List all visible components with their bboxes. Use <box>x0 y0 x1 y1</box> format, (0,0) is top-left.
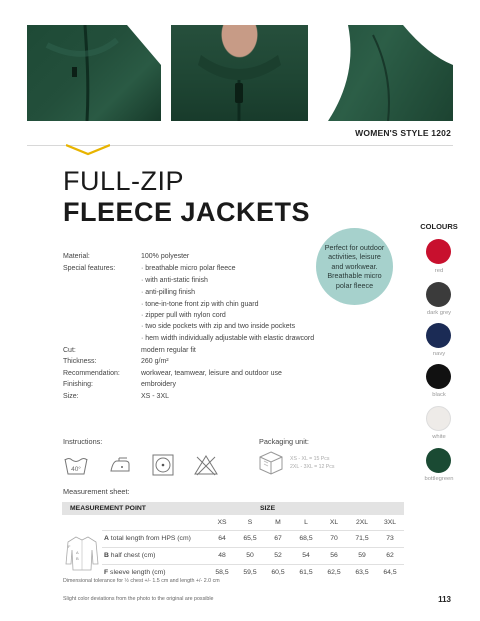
swatch-label: bottlegreen <box>424 476 454 482</box>
iron-low-icon <box>107 454 133 476</box>
page-title-line1: FULL-ZIP <box>63 166 185 196</box>
table-cell: 73 <box>376 530 404 547</box>
swatch-red[interactable] <box>426 239 451 264</box>
packaging-label: Packaging unit: <box>259 437 309 446</box>
row-letter: A <box>104 535 109 542</box>
spec-label: Special features: <box>63 265 116 272</box>
size-header: XL <box>329 518 339 526</box>
tolerance-note: Dimensional tolerance for ½ chest +/- 1.5 cm and length +/- 2.0 cm <box>63 578 220 584</box>
swatch-navy[interactable] <box>426 323 451 348</box>
row-label <box>102 530 208 547</box>
table-cell: 59,5 <box>236 564 264 581</box>
swatch-label: navy <box>432 351 446 357</box>
spec-label: Material: <box>63 253 90 260</box>
no-bleach-icon <box>193 454 219 476</box>
table-cell: 63,5 <box>348 564 376 581</box>
svg-text:A: A <box>76 550 79 555</box>
table-cell: 54 <box>292 547 320 564</box>
swatch-label: dark grey <box>426 310 452 316</box>
spec-value: embroidery <box>141 381 177 388</box>
jacket-diagram-icon <box>64 534 100 574</box>
swatch-label: white <box>432 434 446 440</box>
swatch-label: red <box>434 268 444 274</box>
size-header: XS <box>217 518 227 526</box>
svg-text:B: B <box>76 556 79 561</box>
deviation-note: Slight color deviations from the photo to the original are possible <box>63 596 214 602</box>
table-cell: 70 <box>320 530 348 547</box>
size-header: 2XL <box>355 518 369 526</box>
spec-value: modern regular fit <box>141 347 196 354</box>
table-cell: 62,5 <box>320 564 348 581</box>
colours-title: COLOURS <box>420 222 458 231</box>
header-measurement-point: MEASUREMENT POINT <box>62 502 208 515</box>
table-cell: 58,5 <box>208 564 236 581</box>
table-cell: 60,5 <box>264 564 292 581</box>
table-sizes-row <box>62 515 404 530</box>
table-cell: 56 <box>320 547 348 564</box>
spec-label: Finishing: <box>63 381 93 388</box>
page-number: 113 <box>438 595 451 604</box>
row-name: sleeve length (cm) <box>108 569 166 577</box>
size-header: M <box>275 518 281 526</box>
table-cell: 64,5 <box>376 564 404 581</box>
box-icon <box>258 450 284 476</box>
spec-label: Size: <box>63 393 79 400</box>
table-cell: 62 <box>376 547 404 564</box>
measurement-table <box>62 502 404 581</box>
swatch-dark-grey[interactable] <box>426 282 451 307</box>
spec-value: · breathable micro polar fleece <box>141 265 236 272</box>
feature-bubble <box>316 228 393 305</box>
header-size: SIZE <box>208 502 404 515</box>
table-cell: 52 <box>264 547 292 564</box>
swatch-label: black <box>432 392 446 398</box>
packaging-line2: 2XL - 3XL = 12 Pcs <box>290 464 335 470</box>
tumble-dry-icon <box>150 454 176 476</box>
jacket-figure-cell <box>62 515 102 581</box>
table-cell: 68,5 <box>292 530 320 547</box>
row-name: total length from HPS (cm) <box>108 535 191 542</box>
spec-value: · two side pockets with zip and two inside pockets <box>141 323 296 330</box>
wash-40-icon <box>63 454 89 476</box>
svg-text:F: F <box>68 544 71 549</box>
feature-bubble-text: Perfect for outdoor activities, leisure and workwear. Breathable micro polar fleece <box>324 242 385 290</box>
table-cell: 64 <box>208 530 236 547</box>
style-label: WOMEN'S STYLE 1202 <box>355 128 451 138</box>
row-letter: F <box>104 569 109 577</box>
photo-collar-detail <box>171 25 308 121</box>
spec-value: · anti-pilling finish <box>141 289 196 296</box>
table-header-row <box>62 502 404 515</box>
table-cell: 67 <box>264 530 292 547</box>
row-label <box>102 547 208 564</box>
table-row <box>62 547 404 564</box>
spec-value: 100% polyester <box>141 253 190 260</box>
spec-value: XS - 3XL <box>141 393 170 400</box>
spec-label: Recommendation: <box>63 370 120 377</box>
photo-sleeve-detail <box>27 25 161 121</box>
table-cell: 65,5 <box>236 530 264 547</box>
spec-value: · with anti-static finish <box>141 277 208 284</box>
table-cell: 50 <box>236 547 264 564</box>
table-row <box>62 530 404 547</box>
spec-value: · zipper pull with nylon cord <box>141 312 226 319</box>
swatch-bottlegreen[interactable] <box>426 448 451 473</box>
table-cell: 48 <box>208 547 236 564</box>
spec-label: Thickness: <box>63 358 97 365</box>
spec-value: · tone-in-tone front zip with chin guard <box>141 301 259 308</box>
row-letter: B <box>104 552 109 559</box>
size-header: L <box>304 518 308 526</box>
table-cell: 59 <box>348 547 376 564</box>
spec-value: workwear, teamwear, leisure and outdoor use <box>141 370 282 377</box>
spec-value: 260 g/m² <box>141 358 169 365</box>
table-cell: 71,5 <box>348 530 376 547</box>
row-name: half chest (cm) <box>108 552 156 559</box>
page-title-line2: FLEECE JACKETS <box>63 197 311 227</box>
spec-label: Cut: <box>63 347 76 354</box>
spec-value: · hem width individually adjustable with elastic drawcord <box>141 335 315 342</box>
table-cell: 61,5 <box>292 564 320 581</box>
size-header: S <box>247 518 253 526</box>
photo-shoulder-detail <box>318 25 453 121</box>
swatch-black[interactable] <box>426 364 451 389</box>
chevron-accent-icon <box>66 144 110 156</box>
size-header: 3XL <box>383 518 397 526</box>
packaging-line1: XS - XL = 15 Pcs <box>290 456 330 462</box>
measurement-label: Measurement sheet: <box>63 487 130 496</box>
swatch-white[interactable] <box>426 406 451 431</box>
instructions-label: Instructions: <box>63 437 103 446</box>
wash-temp: 40° <box>71 466 81 473</box>
